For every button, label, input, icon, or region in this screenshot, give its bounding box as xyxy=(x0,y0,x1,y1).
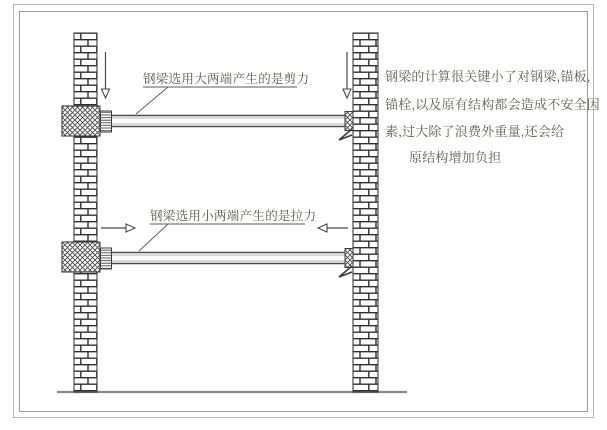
note-text xyxy=(385,69,600,165)
note-line-3: 素,过大除了浪费外重量,还会给 xyxy=(385,124,565,139)
right-brick-wall xyxy=(353,33,378,392)
bottom-beam-label: 钢梁选用小两端产生的是拉力 xyxy=(150,209,317,223)
bottom-label-leader xyxy=(139,224,305,251)
top-left-anchor-block xyxy=(62,106,100,136)
note-line-1: 钢梁的计算很关键小了对钢梁,锚板, xyxy=(385,69,591,84)
down-arrow-left-icon xyxy=(102,52,110,98)
bottom-left-end-plate xyxy=(101,248,112,269)
left-arrow-icon xyxy=(318,224,348,232)
top-left-end-plate xyxy=(101,111,112,132)
note-line-4: 原结构增加负担 xyxy=(409,150,502,165)
top-right-end-plate xyxy=(345,112,353,131)
top-label-leader xyxy=(136,87,297,114)
top-steel-beam xyxy=(101,111,354,140)
bottom-right-end-plate xyxy=(345,249,353,268)
down-arrow-right-icon xyxy=(343,52,351,98)
top-beam-label: 钢梁选用大两端产生的是剪力 xyxy=(143,72,310,86)
left-brick-wall xyxy=(74,33,97,392)
bottom-left-anchor-block xyxy=(62,242,100,272)
right-arrow-icon xyxy=(101,224,135,232)
note-line-2: 锚栓,以及原有结构都会造成不安全因 xyxy=(385,97,601,112)
bottom-steel-beam xyxy=(101,248,354,277)
